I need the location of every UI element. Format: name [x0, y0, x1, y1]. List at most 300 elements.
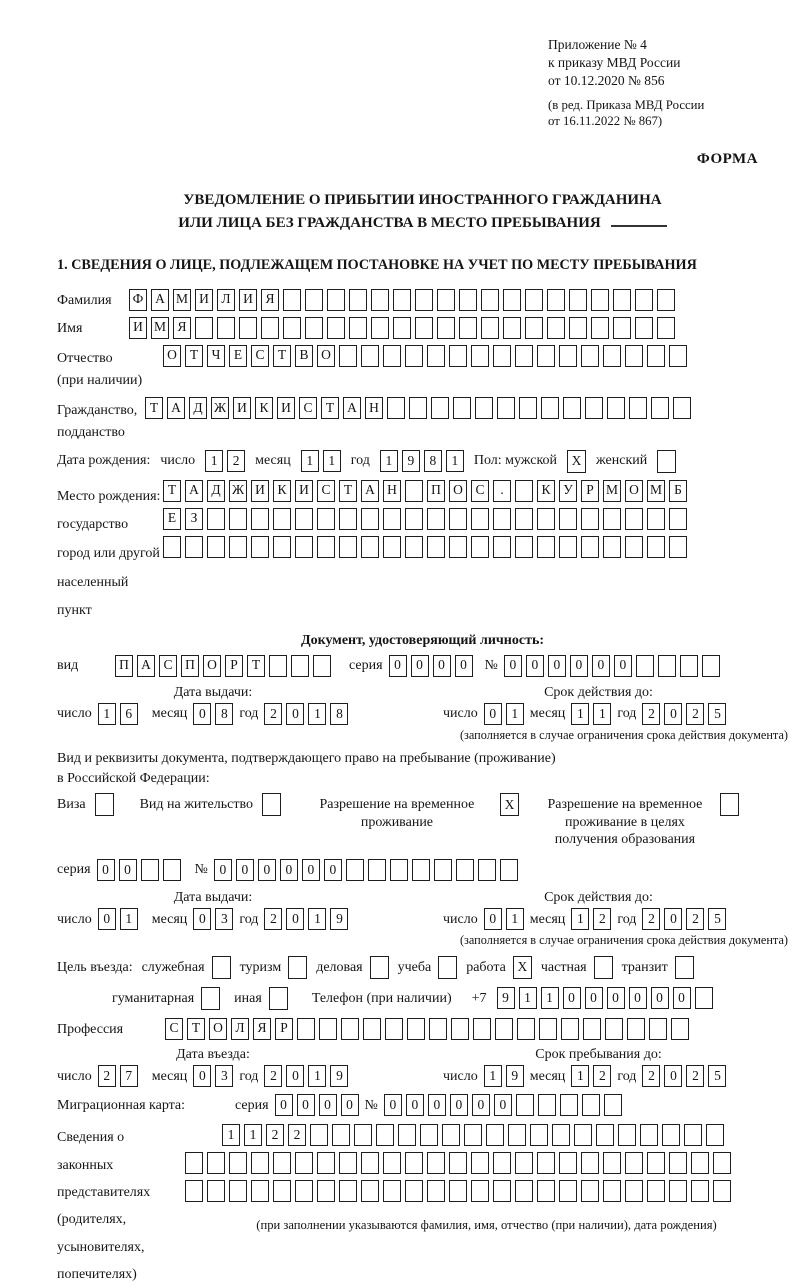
form-cell[interactable]: [437, 289, 455, 311]
form-cell[interactable]: 0: [119, 859, 137, 881]
form-cell[interactable]: 2: [642, 703, 660, 725]
form-cell[interactable]: М: [603, 480, 621, 502]
form-cell[interactable]: [383, 1180, 401, 1202]
form-cell[interactable]: [635, 317, 653, 339]
form-cell[interactable]: 0: [484, 908, 502, 930]
form-cell[interactable]: [625, 508, 643, 530]
form-cell[interactable]: [339, 536, 357, 558]
form-cell[interactable]: В: [295, 345, 313, 367]
form-cell[interactable]: П: [115, 655, 133, 677]
form-cell[interactable]: [464, 1124, 482, 1146]
form-cell[interactable]: [437, 317, 455, 339]
form-cell[interactable]: [493, 345, 511, 367]
form-cell[interactable]: Я: [253, 1018, 271, 1040]
form-cell[interactable]: [625, 536, 643, 558]
form-cell[interactable]: 0: [563, 987, 581, 1009]
form-cell[interactable]: [407, 1018, 425, 1040]
form-cell[interactable]: [635, 289, 653, 311]
form-cell[interactable]: 0: [193, 908, 211, 930]
form-cell[interactable]: [515, 1152, 533, 1174]
form-cell[interactable]: 0: [319, 1094, 337, 1116]
form-cell[interactable]: [319, 1018, 337, 1040]
form-cell[interactable]: [207, 536, 225, 558]
form-cell[interactable]: [713, 1152, 731, 1174]
form-cell[interactable]: [547, 317, 565, 339]
form-cell[interactable]: [581, 345, 599, 367]
form-cell[interactable]: [503, 289, 521, 311]
form-cell[interactable]: 0: [651, 987, 669, 1009]
form-cell[interactable]: 1: [205, 450, 223, 472]
form-cell[interactable]: О: [317, 345, 335, 367]
form-cell[interactable]: [493, 1152, 511, 1174]
form-cell[interactable]: [420, 1124, 438, 1146]
form-cell[interactable]: [581, 1180, 599, 1202]
form-cell[interactable]: Ж: [229, 480, 247, 502]
form-cell[interactable]: 0: [614, 655, 632, 677]
form-cell[interactable]: И: [239, 289, 257, 311]
form-cell[interactable]: 0: [280, 859, 298, 881]
form-cell[interactable]: [141, 859, 159, 881]
form-cell[interactable]: [405, 508, 423, 530]
form-cell[interactable]: [305, 289, 323, 311]
form-cell[interactable]: 0: [592, 655, 610, 677]
form-cell[interactable]: [493, 536, 511, 558]
form-cell[interactable]: 9: [497, 987, 515, 1009]
form-cell[interactable]: Д: [189, 397, 207, 419]
form-cell[interactable]: С: [471, 480, 489, 502]
form-cell[interactable]: 0: [664, 908, 682, 930]
form-cell[interactable]: 0: [389, 655, 407, 677]
form-cell[interactable]: 0: [504, 655, 522, 677]
form-cell[interactable]: 0: [236, 859, 254, 881]
form-cell[interactable]: [383, 536, 401, 558]
form-cell[interactable]: М: [173, 289, 191, 311]
form-cell[interactable]: [405, 536, 423, 558]
form-cell[interactable]: 0: [411, 655, 429, 677]
form-cell[interactable]: [662, 1124, 680, 1146]
form-cell[interactable]: И: [251, 480, 269, 502]
form-cell[interactable]: [515, 508, 533, 530]
form-cell[interactable]: [273, 1152, 291, 1174]
form-cell[interactable]: [368, 859, 386, 881]
form-cell[interactable]: Т: [321, 397, 339, 419]
form-cell[interactable]: [713, 1180, 731, 1202]
form-cell[interactable]: [471, 1180, 489, 1202]
form-cell[interactable]: С: [165, 1018, 183, 1040]
form-cell[interactable]: [613, 289, 631, 311]
form-cell[interactable]: [449, 1152, 467, 1174]
form-cell[interactable]: 1: [571, 908, 589, 930]
form-cell[interactable]: [295, 1180, 313, 1202]
form-cell[interactable]: 0: [193, 703, 211, 725]
form-cell[interactable]: [605, 1018, 623, 1040]
form-cell[interactable]: 0: [664, 1065, 682, 1087]
form-cell[interactable]: А: [361, 480, 379, 502]
form-cell[interactable]: [559, 508, 577, 530]
form-cell[interactable]: 0: [607, 987, 625, 1009]
form-cell[interactable]: [317, 1152, 335, 1174]
form-cell[interactable]: [207, 1180, 225, 1202]
form-cell[interactable]: [305, 317, 323, 339]
form-cell[interactable]: 1: [506, 703, 524, 725]
form-cell[interactable]: Т: [185, 345, 203, 367]
form-cell[interactable]: [405, 480, 423, 502]
form-cell[interactable]: [515, 536, 533, 558]
form-cell[interactable]: [361, 1152, 379, 1174]
form-cell[interactable]: [317, 1180, 335, 1202]
form-cell[interactable]: 5: [708, 1065, 726, 1087]
form-cell[interactable]: [618, 1124, 636, 1146]
checkbox[interactable]: X: [513, 956, 532, 979]
form-cell[interactable]: 0: [214, 859, 232, 881]
form-cell[interactable]: [519, 397, 537, 419]
form-cell[interactable]: 1: [222, 1124, 240, 1146]
form-cell[interactable]: [647, 1180, 665, 1202]
form-cell[interactable]: [517, 1018, 535, 1040]
form-cell[interactable]: 2: [266, 1124, 284, 1146]
form-cell[interactable]: [427, 536, 445, 558]
form-cell[interactable]: [429, 1018, 447, 1040]
form-cell[interactable]: [669, 508, 687, 530]
form-cell[interactable]: 0: [673, 987, 691, 1009]
form-cell[interactable]: Д: [207, 480, 225, 502]
form-cell[interactable]: [582, 1094, 600, 1116]
form-cell[interactable]: [313, 655, 331, 677]
form-cell[interactable]: М: [647, 480, 665, 502]
residence-permit-checkbox[interactable]: [262, 793, 281, 816]
form-cell[interactable]: 9: [506, 1065, 524, 1087]
form-cell[interactable]: [591, 289, 609, 311]
form-cell[interactable]: [456, 859, 474, 881]
form-cell[interactable]: Б: [669, 480, 687, 502]
form-cell[interactable]: Л: [231, 1018, 249, 1040]
form-cell[interactable]: 1: [593, 703, 611, 725]
form-cell[interactable]: [647, 345, 665, 367]
form-cell[interactable]: [405, 345, 423, 367]
form-cell[interactable]: [163, 859, 181, 881]
form-cell[interactable]: О: [163, 345, 181, 367]
visa-checkbox[interactable]: [95, 793, 114, 816]
form-cell[interactable]: [361, 536, 379, 558]
checkbox[interactable]: [675, 956, 694, 979]
form-cell[interactable]: [581, 508, 599, 530]
form-cell[interactable]: [702, 655, 720, 677]
form-cell[interactable]: [581, 1152, 599, 1174]
form-cell[interactable]: [585, 397, 603, 419]
form-cell[interactable]: [669, 345, 687, 367]
form-cell[interactable]: [295, 1152, 313, 1174]
form-cell[interactable]: [603, 345, 621, 367]
form-cell[interactable]: [393, 289, 411, 311]
checkbox[interactable]: [201, 987, 220, 1010]
form-cell[interactable]: [327, 289, 345, 311]
form-cell[interactable]: 2: [264, 908, 282, 930]
form-cell[interactable]: [537, 1180, 555, 1202]
form-cell[interactable]: [297, 1018, 315, 1040]
form-cell[interactable]: Р: [275, 1018, 293, 1040]
form-cell[interactable]: 9: [402, 450, 420, 472]
form-cell[interactable]: [217, 317, 235, 339]
form-cell[interactable]: [481, 289, 499, 311]
form-cell[interactable]: [473, 1018, 491, 1040]
form-cell[interactable]: 5: [708, 703, 726, 725]
form-cell[interactable]: [525, 317, 543, 339]
form-cell[interactable]: [629, 397, 647, 419]
form-cell[interactable]: .: [493, 480, 511, 502]
form-cell[interactable]: 0: [629, 987, 647, 1009]
form-cell[interactable]: [508, 1124, 526, 1146]
form-cell[interactable]: 1: [484, 1065, 502, 1087]
form-cell[interactable]: [273, 536, 291, 558]
form-cell[interactable]: Р: [225, 655, 243, 677]
form-cell[interactable]: И: [295, 480, 313, 502]
checkbox[interactable]: [438, 956, 457, 979]
form-cell[interactable]: [669, 536, 687, 558]
temp-residence-education-checkbox[interactable]: [720, 793, 739, 816]
form-cell[interactable]: 8: [215, 703, 233, 725]
form-cell[interactable]: [371, 289, 389, 311]
form-cell[interactable]: Я: [173, 317, 191, 339]
form-cell[interactable]: 0: [433, 655, 451, 677]
form-cell[interactable]: [427, 508, 445, 530]
form-cell[interactable]: 2: [686, 703, 704, 725]
form-cell[interactable]: С: [299, 397, 317, 419]
form-cell[interactable]: [327, 317, 345, 339]
form-cell[interactable]: С: [317, 480, 335, 502]
form-cell[interactable]: 1: [308, 703, 326, 725]
form-cell[interactable]: 1: [301, 450, 319, 472]
form-cell[interactable]: [239, 317, 257, 339]
form-cell[interactable]: Н: [365, 397, 383, 419]
form-cell[interactable]: К: [537, 480, 555, 502]
form-cell[interactable]: [393, 317, 411, 339]
form-cell[interactable]: [269, 655, 287, 677]
form-cell[interactable]: [603, 508, 621, 530]
form-cell[interactable]: [261, 317, 279, 339]
form-cell[interactable]: [251, 1180, 269, 1202]
form-cell[interactable]: А: [137, 655, 155, 677]
form-cell[interactable]: 0: [548, 655, 566, 677]
form-cell[interactable]: [459, 317, 477, 339]
form-cell[interactable]: 1: [571, 1065, 589, 1087]
form-cell[interactable]: И: [129, 317, 147, 339]
form-cell[interactable]: 2: [227, 450, 245, 472]
form-cell[interactable]: [229, 1180, 247, 1202]
form-cell[interactable]: [361, 508, 379, 530]
form-cell[interactable]: [339, 1152, 357, 1174]
form-cell[interactable]: [581, 536, 599, 558]
form-cell[interactable]: 2: [264, 703, 282, 725]
form-cell[interactable]: [332, 1124, 350, 1146]
form-cell[interactable]: [691, 1152, 709, 1174]
form-cell[interactable]: [669, 1152, 687, 1174]
form-cell[interactable]: [640, 1124, 658, 1146]
form-cell[interactable]: [341, 1018, 359, 1040]
temp-residence-checkbox[interactable]: X: [500, 793, 519, 816]
form-cell[interactable]: [516, 1094, 534, 1116]
form-cell[interactable]: Ч: [207, 345, 225, 367]
form-cell[interactable]: 0: [428, 1094, 446, 1116]
form-cell[interactable]: [530, 1124, 548, 1146]
form-cell[interactable]: [680, 655, 698, 677]
form-cell[interactable]: [434, 859, 452, 881]
form-cell[interactable]: Т: [163, 480, 181, 502]
form-cell[interactable]: [163, 536, 181, 558]
form-cell[interactable]: 1: [120, 908, 138, 930]
form-cell[interactable]: [671, 1018, 689, 1040]
form-cell[interactable]: [591, 317, 609, 339]
form-cell[interactable]: [515, 345, 533, 367]
form-cell[interactable]: [229, 536, 247, 558]
form-cell[interactable]: Е: [229, 345, 247, 367]
form-cell[interactable]: 0: [384, 1094, 402, 1116]
form-cell[interactable]: 1: [380, 450, 398, 472]
form-cell[interactable]: [415, 317, 433, 339]
form-cell[interactable]: [229, 508, 247, 530]
form-cell[interactable]: [647, 508, 665, 530]
form-cell[interactable]: [361, 1180, 379, 1202]
form-cell[interactable]: О: [449, 480, 467, 502]
form-cell[interactable]: [427, 1180, 445, 1202]
form-cell[interactable]: [185, 1180, 203, 1202]
form-cell[interactable]: [691, 1180, 709, 1202]
form-cell[interactable]: [339, 345, 357, 367]
form-cell[interactable]: [449, 508, 467, 530]
form-cell[interactable]: [427, 345, 445, 367]
form-cell[interactable]: [449, 1180, 467, 1202]
form-cell[interactable]: [475, 397, 493, 419]
form-cell[interactable]: [412, 859, 430, 881]
form-cell[interactable]: [525, 289, 543, 311]
form-cell[interactable]: [185, 1152, 203, 1174]
form-cell[interactable]: 2: [98, 1065, 116, 1087]
form-cell[interactable]: Т: [145, 397, 163, 419]
form-cell[interactable]: 1: [308, 908, 326, 930]
form-cell[interactable]: [706, 1124, 724, 1146]
form-cell[interactable]: [185, 536, 203, 558]
form-cell[interactable]: [625, 1152, 643, 1174]
form-cell[interactable]: 9: [330, 1065, 348, 1087]
form-cell[interactable]: 1: [323, 450, 341, 472]
form-cell[interactable]: 0: [455, 655, 473, 677]
form-cell[interactable]: [515, 480, 533, 502]
checkbox[interactable]: [288, 956, 307, 979]
form-cell[interactable]: [500, 859, 518, 881]
form-cell[interactable]: [229, 1152, 247, 1174]
form-cell[interactable]: [339, 1180, 357, 1202]
form-cell[interactable]: [673, 397, 691, 419]
form-cell[interactable]: [273, 508, 291, 530]
form-cell[interactable]: [339, 508, 357, 530]
form-cell[interactable]: 8: [424, 450, 442, 472]
form-cell[interactable]: 0: [324, 859, 342, 881]
form-cell[interactable]: 8: [330, 703, 348, 725]
checkbox[interactable]: [594, 956, 613, 979]
form-cell[interactable]: [625, 345, 643, 367]
form-cell[interactable]: А: [185, 480, 203, 502]
form-cell[interactable]: [596, 1124, 614, 1146]
form-cell[interactable]: Я: [261, 289, 279, 311]
form-cell[interactable]: [383, 345, 401, 367]
form-cell[interactable]: [251, 1152, 269, 1174]
form-cell[interactable]: [497, 397, 515, 419]
form-cell[interactable]: Ф: [129, 289, 147, 311]
form-cell[interactable]: [451, 1018, 469, 1040]
form-cell[interactable]: [251, 536, 269, 558]
form-cell[interactable]: [349, 317, 367, 339]
form-cell[interactable]: [563, 397, 581, 419]
form-cell[interactable]: 2: [686, 1065, 704, 1087]
form-cell[interactable]: [559, 1180, 577, 1202]
form-cell[interactable]: [541, 397, 559, 419]
form-cell[interactable]: [478, 859, 496, 881]
form-cell[interactable]: 6: [120, 703, 138, 725]
form-cell[interactable]: 0: [585, 987, 603, 1009]
form-cell[interactable]: [371, 317, 389, 339]
form-cell[interactable]: [405, 1180, 423, 1202]
form-cell[interactable]: [449, 536, 467, 558]
form-cell[interactable]: [569, 289, 587, 311]
checkbox[interactable]: [370, 956, 389, 979]
form-cell[interactable]: [627, 1018, 645, 1040]
form-cell[interactable]: [310, 1124, 328, 1146]
form-cell[interactable]: 0: [494, 1094, 512, 1116]
form-cell[interactable]: [559, 1152, 577, 1174]
form-cell[interactable]: 1: [506, 908, 524, 930]
form-cell[interactable]: [273, 1180, 291, 1202]
form-cell[interactable]: [251, 508, 269, 530]
form-cell[interactable]: 0: [275, 1094, 293, 1116]
form-cell[interactable]: [390, 859, 408, 881]
form-cell[interactable]: [561, 1018, 579, 1040]
form-cell[interactable]: [207, 1152, 225, 1174]
form-cell[interactable]: 0: [472, 1094, 490, 1116]
form-cell[interactable]: [613, 317, 631, 339]
form-cell[interactable]: [657, 317, 675, 339]
form-cell[interactable]: [539, 1018, 557, 1040]
form-cell[interactable]: Т: [247, 655, 265, 677]
form-cell[interactable]: И: [277, 397, 295, 419]
form-cell[interactable]: 0: [406, 1094, 424, 1116]
form-cell[interactable]: [604, 1094, 622, 1116]
form-cell[interactable]: [669, 1180, 687, 1202]
form-cell[interactable]: 1: [446, 450, 464, 472]
form-cell[interactable]: [684, 1124, 702, 1146]
sex-male-checkbox[interactable]: X: [567, 450, 586, 473]
form-cell[interactable]: 1: [98, 703, 116, 725]
form-cell[interactable]: 5: [708, 908, 726, 930]
form-cell[interactable]: [415, 289, 433, 311]
form-cell[interactable]: [295, 508, 313, 530]
form-cell[interactable]: [560, 1094, 578, 1116]
form-cell[interactable]: К: [273, 480, 291, 502]
sex-female-checkbox[interactable]: [657, 450, 676, 473]
form-cell[interactable]: [295, 536, 313, 558]
form-cell[interactable]: [636, 655, 654, 677]
form-cell[interactable]: [603, 1152, 621, 1174]
form-cell[interactable]: [503, 317, 521, 339]
form-cell[interactable]: [493, 508, 511, 530]
form-cell[interactable]: [387, 397, 405, 419]
form-cell[interactable]: [427, 1152, 445, 1174]
form-cell[interactable]: М: [151, 317, 169, 339]
form-cell[interactable]: 0: [258, 859, 276, 881]
form-cell[interactable]: [647, 1152, 665, 1174]
form-cell[interactable]: 2: [593, 1065, 611, 1087]
form-cell[interactable]: [537, 1152, 555, 1174]
form-cell[interactable]: А: [343, 397, 361, 419]
form-cell[interactable]: [552, 1124, 570, 1146]
